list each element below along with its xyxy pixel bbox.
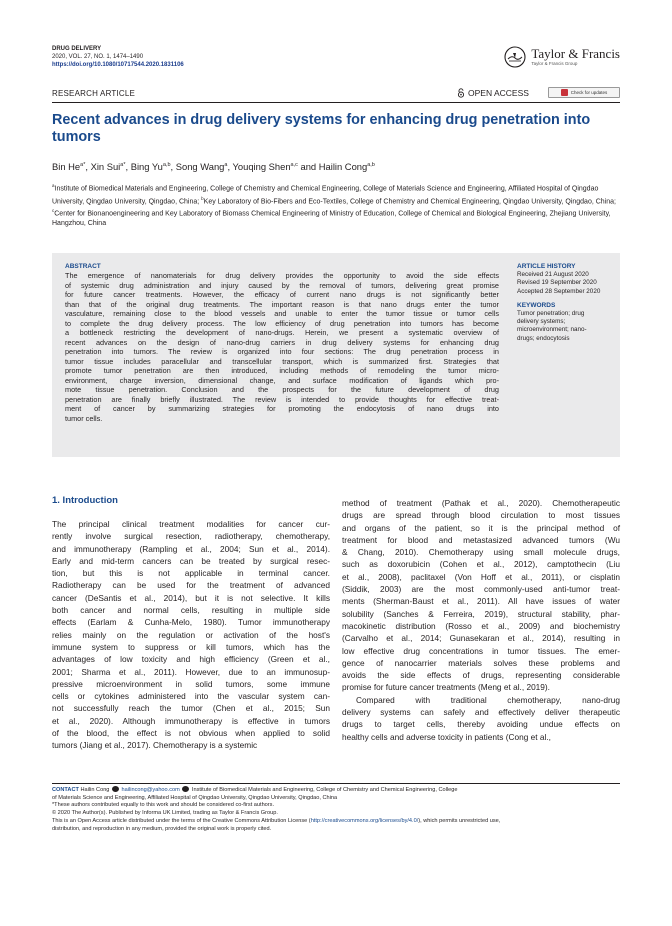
abstract-line: to complete the drug delivery process. The low efficiency of drug penetration into tumors has become bbox=[65, 318, 499, 328]
license-text-end: ), which permits unrestricted use, bbox=[418, 817, 501, 824]
affil-c-marker: c bbox=[52, 208, 55, 214]
body-text-line: Radiotherapy can be used for the treatment of advanced bbox=[52, 580, 330, 591]
body-text-line: et al., 2008), paclitaxel (Von Hoff et al., 2011), or cisplatin bbox=[342, 571, 620, 582]
body-text-line: low effective drug concentrations in tumor tissues. The emer- bbox=[342, 645, 620, 656]
license-line-cont: distribution, and reproduction in any medium, provided the original work is properly cited. bbox=[52, 825, 272, 832]
abstract-text bbox=[65, 271, 499, 423]
body-text-line: treatment for blood and metastasized advanced tumors (Wu bbox=[342, 534, 620, 545]
abstract-line: tumor tissue includes paracellular and transcellular transport, which is summarized first. Strategies that bbox=[65, 356, 499, 366]
body-text-line: (Siddik, 2003) are the most commonly-used anti-tumor treat- bbox=[342, 584, 620, 595]
body-text-line: rently involve surgical resection, radiotherapy, chemotherapy, bbox=[52, 531, 330, 542]
abstract-line: of systemic drug administration and injury caused by the removal of tumors, delivering great promise bbox=[65, 280, 499, 290]
publisher-group: Taylor & Francis Group bbox=[531, 61, 578, 66]
body-text-line: drugs are spread through blood circulation to most tissues bbox=[342, 510, 620, 521]
keyword-line: delivery systems; bbox=[517, 318, 566, 326]
crossmark-icon bbox=[561, 89, 568, 96]
abstract-line: than that of the original drug treatments. The important reason is that nano drugs enter the tumor bbox=[65, 299, 499, 309]
footer-notes bbox=[52, 786, 620, 833]
abstract-line: ment of cancer by summarizing strategies for promoting the endocytosis of nano drugs into bbox=[65, 404, 499, 413]
author-affiliation-marker: a* bbox=[80, 162, 86, 168]
revised-date: Revised 19 September 2020 bbox=[517, 279, 597, 287]
author-name[interactable]: Bing Yu bbox=[130, 161, 163, 173]
body-text-line: promise for future cancer treatments (Meng et al., 2019). bbox=[342, 682, 550, 693]
keyword-line: Tumor penetration; drug bbox=[517, 310, 585, 318]
body-text-line: & Chang, 2010). Chemotherapy using small molecule drugs, bbox=[342, 547, 620, 558]
open-access-label bbox=[457, 88, 529, 98]
body-text-line: of the blood, the effect is not obvious when applied to solid bbox=[52, 728, 330, 739]
body-text-line: (Carvalho et al., 2014; Gunasekaran et al., 2014), resulting in bbox=[342, 633, 620, 644]
abstract-label: ABSTRACT bbox=[65, 263, 101, 270]
history-label: ARTICLE HISTORY bbox=[517, 263, 576, 270]
author-list bbox=[52, 160, 375, 172]
abstract-line: The emergence of nanomaterials for drug delivery provides the opportunity to avoid the side effects bbox=[65, 271, 499, 280]
body-text-line: et al., 2020). Although immunotherapy is effective in tumors bbox=[52, 715, 330, 726]
contact-line bbox=[52, 786, 620, 795]
copyright-note: © 2020 The Author(s). Published by Informa UK Limited, trading as Taylor & Francis Group. bbox=[52, 810, 278, 817]
body-text-line: solubility (Sanches & Ferreira, 2019), structural stability, phar- bbox=[342, 608, 620, 619]
body-text-line: and immunotherapy (Rampling et al., 2004; Sun et al., 2014). bbox=[52, 543, 330, 554]
footer-divider bbox=[52, 783, 620, 784]
author-separator: , bbox=[125, 161, 131, 173]
header-divider bbox=[52, 102, 620, 103]
author-separator: , bbox=[227, 161, 233, 173]
affiliations bbox=[52, 181, 620, 228]
check-for-updates-button[interactable] bbox=[548, 87, 620, 98]
keyword-line: drugs; endocytosis bbox=[517, 334, 570, 342]
received-date: Received 21 August 2020 bbox=[517, 271, 589, 279]
license-line bbox=[52, 818, 620, 826]
article-type: RESEARCH ARTICLE bbox=[52, 89, 136, 98]
body-text-line: Compared with traditional chemotherapy, nano-drug bbox=[356, 694, 620, 705]
body-text-line: healthy cells and adverse toxicity in patients (Cong et al., bbox=[342, 731, 551, 742]
body-text-line: avoids the side effects of drugs, representing considerable bbox=[342, 670, 620, 681]
body-text-line: The principal clinical treatment modalities for cancer cur- bbox=[52, 519, 330, 529]
abstract-line: tumor cells. bbox=[65, 413, 103, 423]
accepted-date: Accepted 28 September 2020 bbox=[517, 287, 601, 295]
author-affiliation-marker: a,c bbox=[290, 162, 298, 168]
journal-name: DRUG DELIVERY bbox=[52, 46, 102, 52]
body-text-line: Early and mid-term cancers can be treated by surgical resec- bbox=[52, 555, 330, 566]
taylor-francis-logo-icon bbox=[504, 46, 526, 68]
body-text-line: method of treatment (Pathak et al., 2020). Chemotherapeutic bbox=[342, 498, 620, 508]
author-separator: , bbox=[170, 161, 176, 173]
open-access-text: OPEN ACCESS bbox=[468, 88, 529, 98]
abstract-box bbox=[52, 253, 620, 457]
body-text-line: not successfully reach the tumor (Chen et al., 2015; Sun bbox=[52, 703, 330, 714]
contact-affiliation: Institute of Biomedical Materials and Engineering, College of Chemistry and Chemical Engineering, College bbox=[191, 787, 458, 793]
author-name[interactable]: Bin He bbox=[52, 161, 81, 173]
body-column-right bbox=[342, 497, 620, 743]
author-affiliation-marker: a,b bbox=[162, 162, 171, 168]
abstract-line: vasculature, remaining close to the blood vessels and unable to enter the tumor tissue or tumor cells bbox=[65, 309, 499, 318]
abstract-line: mote tissue penetration. Conclusion and the prospects for the future development of drug bbox=[65, 385, 499, 394]
open-access-lock-icon bbox=[457, 88, 465, 98]
body-text-line: cancer (DeSantis et al., 2014), but it is not selective. It kills bbox=[52, 592, 330, 603]
body-text-line: macokinetic distribution (Rosso et al., 2009) and biochemistry bbox=[342, 620, 620, 631]
body-text-line: cells or cytokines administered into the vascular system can- bbox=[52, 691, 330, 702]
abstract-line: recent advances on the design of nano-drug carriers in drug delivery systems for enhancing drug bbox=[65, 337, 499, 347]
contact-email-link[interactable]: hailincong@yahoo.com bbox=[121, 787, 180, 793]
body-text-line: relies mainly on the regulation or activation of the host's bbox=[52, 629, 330, 640]
author-name[interactable]: Song Wang bbox=[175, 161, 225, 173]
author-name[interactable]: Youqing Shen bbox=[232, 161, 291, 173]
body-text-line: both cancer and normal cells, resulting in multiple side bbox=[52, 605, 330, 616]
author-name[interactable]: Hailin Cong bbox=[318, 161, 368, 173]
keywords-list bbox=[517, 310, 615, 343]
body-text-line: such as doxorubicin (Cohen et al., 2012), camptothecin (Liu bbox=[342, 559, 620, 570]
abstract-line: penetration into tumors. The review is organized into four sections: The drug penetration process in bbox=[65, 347, 499, 356]
publisher-logo[interactable] bbox=[504, 46, 620, 68]
abstract-line: penetration are finally briefly illustrated. The review is intended to provide thoughts for effective treat- bbox=[65, 394, 499, 404]
abstract-line: a bottleneck restricting the development of nano-drugs. Herein, we present a systematic overview of bbox=[65, 328, 499, 337]
doi-link[interactable]: https://doi.org/10.1080/10717544.2020.1831106 bbox=[52, 62, 184, 68]
check-for-updates-label: Check for updates bbox=[570, 90, 608, 95]
body-text-line: pressive microenvironment in solid tumors, some immune bbox=[52, 678, 330, 689]
keyword-line: microenvironment; nano- bbox=[517, 326, 587, 334]
body-text-line: delivery systems can safely and effectively deliver therapeutic bbox=[342, 707, 620, 718]
author-separator: and bbox=[297, 161, 319, 173]
affil-b-marker: b bbox=[201, 195, 204, 201]
author-affiliation-marker: a bbox=[224, 162, 228, 168]
journal-info bbox=[52, 45, 184, 69]
license-link[interactable]: http://creativecommons.org/licenses/by/4.0/ bbox=[310, 817, 419, 824]
journal-volume: 2020, VOL. 27, NO. 1, 1474–1490 bbox=[52, 54, 144, 60]
contact-label: CONTACT bbox=[52, 787, 79, 793]
body-text-line: advantages of low toxicity and high efficiency (Green et al., bbox=[52, 654, 330, 665]
body-text-line: tumors (Jiang et al., 2017). Chemotherapy is a systemic bbox=[52, 740, 258, 751]
author-affiliation-marker: a,b bbox=[367, 162, 375, 168]
body-text-line: drugs to target cells, thereby avoiding undue effects on bbox=[342, 719, 620, 730]
equal-contribution-note: *These authors contributed equally to this work and should be considered co-first authors. bbox=[52, 802, 275, 809]
body-text-line: effects (Earlam & Cunha-Melo, 1980). Tumor immunotherapy bbox=[52, 617, 330, 628]
author-separator: , bbox=[85, 161, 91, 173]
email-icon bbox=[112, 786, 119, 792]
affiliation-b: Key Laboratory of Bio-Fibers and Eco-Textiles, College of Chemistry and Chemical Engineering, Qingdao University, Qingdao, China; bbox=[203, 197, 616, 205]
section-heading: 1. Introduction bbox=[52, 495, 118, 506]
body-text-line: and organs of the patient, so it is the principal method of bbox=[342, 522, 620, 533]
body-text-line: immune system to suppress or kill tumors, which has the bbox=[52, 641, 330, 652]
body-text-line: ments (Sherman-Baust et al., 2011). All have issues of water bbox=[342, 596, 620, 607]
abstract-line: environment, charge inversion, dimensional change, and surface modification of ligands which pro- bbox=[65, 375, 499, 385]
contact-name: Hailin Cong bbox=[80, 787, 110, 793]
license-text: This is an Open Access article distributed under the terms of the Creative Commons Attribution License ( bbox=[52, 817, 311, 824]
body-column-left bbox=[52, 518, 330, 752]
body-text-line: 2001; Sharma et al., 2011). However, due to an immunosup- bbox=[52, 666, 330, 677]
affil-a-marker: a bbox=[52, 183, 55, 188]
address-icon bbox=[182, 786, 189, 792]
body-text-line: gence of nanocarrier materials solves these problems and bbox=[342, 657, 620, 668]
contact-affiliation-cont: of Materials Science and Engineering, Affiliated Hospital of Qingdao University, Qingdao University, Qingdao, China bbox=[52, 794, 338, 801]
abstract-line: promote tumor penetration are then introduced, including methods of remodeling the tumor micro- bbox=[65, 366, 499, 375]
affiliation-a: Institute of Biomedical Materials and Engineering, College of Chemistry and Chemical Engineering, College of Materials Science and Engineering, Affiliated Hospital of Qingdao University, Qingdao University, Qingdao, China; bbox=[52, 185, 599, 205]
body-text-line: tion, but this is not applicable in terminal cancer. bbox=[52, 568, 330, 579]
article-meta bbox=[517, 263, 615, 343]
affiliation-c: Center for Bionanoengineering and Key Laboratory of Biomass Chemical Engineering of Ministry of Education, College of Chemical and Biological Engineering, Zhejiang University, Hangzhou, China bbox=[52, 210, 611, 227]
article-title: Recent advances in drug delivery systems for enhancing drug penetration into tumors bbox=[52, 112, 591, 145]
publisher-name: Taylor & Francis bbox=[531, 46, 620, 61]
abstract-line: for future cancer treatments. However, the efficacy of current nano drugs is not significantly better bbox=[65, 290, 499, 299]
keywords-label: KEYWORDS bbox=[517, 301, 556, 309]
author-name[interactable]: Xin Sui bbox=[90, 161, 121, 173]
author-affiliation-marker: a* bbox=[120, 162, 126, 168]
